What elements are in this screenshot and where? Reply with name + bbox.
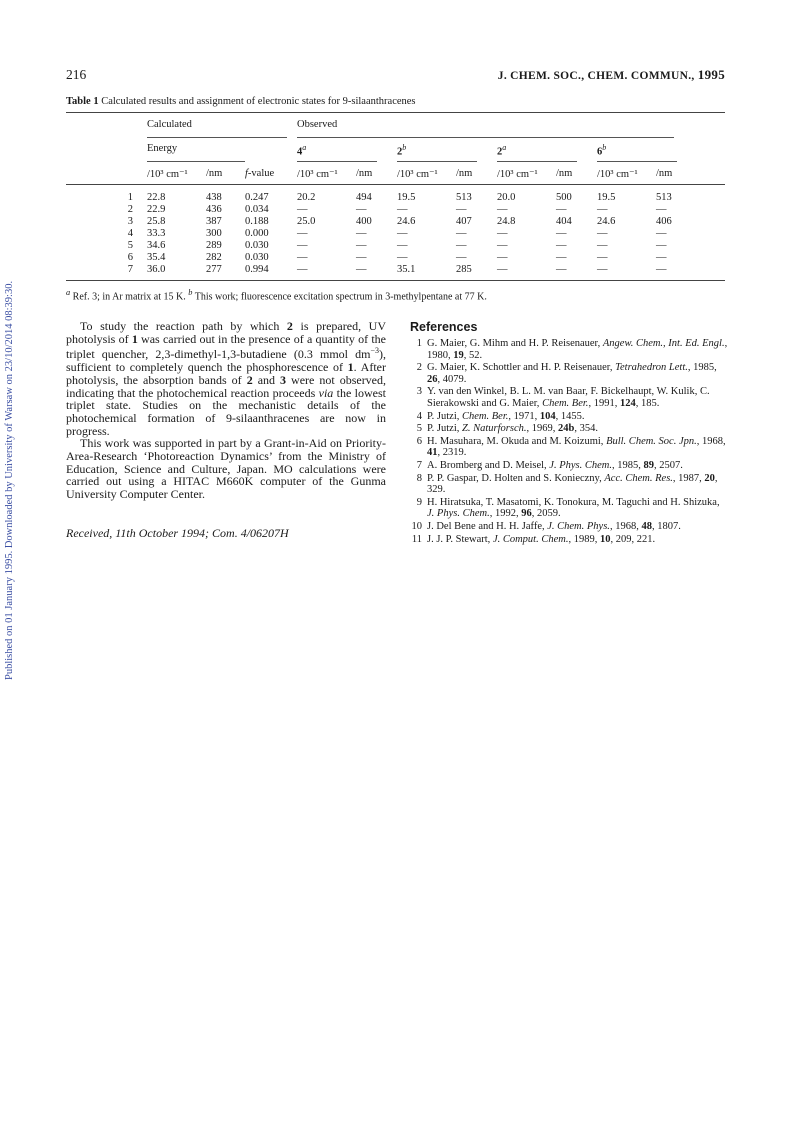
unit-header-8: /10³ cm⁻¹: [497, 169, 538, 180]
reference-item: [410, 497, 728, 520]
table-cell: —: [397, 228, 408, 239]
reference-8-part-4: , 329.: [427, 472, 718, 496]
table-cell: 24.6: [397, 216, 416, 227]
reference-10-part-2: , 1968,: [609, 520, 642, 532]
journal-name: J. CHEM. SOC., CHEM. COMMUN.,: [497, 70, 695, 82]
body-paragraph-1: [66, 320, 386, 437]
reference-2-part-0: G. Maier, K. Schottler and H. P. Reisenauer,: [427, 362, 616, 374]
compound-rule-3: [497, 161, 577, 162]
reference-2-part-4: , 4079.: [437, 373, 467, 385]
table-cell: 0.030: [245, 240, 269, 251]
reference-5-part-2: , 1969,: [526, 423, 558, 435]
table-cell: —: [497, 204, 508, 215]
reference-4-part-2: , 1971,: [508, 410, 540, 422]
table-cell: 282: [206, 252, 222, 263]
reference-8-part-3: 20: [704, 472, 715, 484]
body-text: [66, 320, 386, 501]
reference-1-part-4: , 52.: [463, 349, 483, 361]
table-cell: —: [597, 240, 608, 251]
table-cell: 0.247: [245, 192, 269, 203]
reference-number: 6: [416, 435, 422, 447]
reference-11-part-3: 10: [599, 533, 611, 545]
table-cell: 20.0: [497, 192, 516, 203]
reference-item: [410, 386, 728, 409]
table-cell: —: [597, 204, 608, 215]
reference-11-part-0: J. J. P. Stewart,: [427, 533, 493, 545]
reference-2-part-1: Tetrahedron Lett.: [615, 362, 688, 374]
reference-7-part-3: 89: [643, 459, 654, 471]
row-number: 4: [127, 228, 133, 239]
table-cell: 0.030: [245, 252, 269, 263]
reference-7-part-1: J. Phys. Chem.: [549, 459, 612, 471]
table-cell: 407: [456, 216, 472, 227]
unit-header-7: /nm: [456, 168, 473, 179]
table-cell: —: [297, 264, 308, 275]
row-number: 6: [127, 252, 133, 263]
running-head: [66, 67, 725, 85]
table-cell: 33.3: [147, 228, 166, 239]
paragraph-1-part-2: is prepared, UV photolysis of: [66, 319, 386, 346]
table-cell: 300: [206, 228, 222, 239]
reference-5-part-4: , 354.: [574, 423, 598, 435]
table-cell: —: [356, 240, 367, 251]
reference-10-part-0: J. Del Bene and H. H. Jaffe,: [427, 520, 548, 532]
table-cell: —: [397, 252, 408, 263]
reference-8-part-0: P. P. Gaspar, D. Holten and S. Konieczny,: [427, 472, 605, 484]
table-cell: 22.8: [147, 192, 166, 203]
paragraph-1-part-7: 1: [347, 360, 354, 375]
footnote-mark-b: b: [188, 288, 193, 297]
reference-3-part-0: Y. van den Winkel, B. L. M. van Baar, F. Bickelhaupt, W. Kulik, C. Sierakowski and G. Maier,: [427, 386, 710, 409]
header-observed: Observed: [297, 119, 338, 130]
table-cell: —: [597, 228, 608, 239]
unit-header-9: /nm: [556, 168, 573, 179]
reference-number: 9: [416, 496, 422, 508]
table-cell: 494: [356, 192, 372, 203]
compound-number: 4: [297, 146, 303, 158]
table-cell: —: [597, 252, 608, 263]
paragraph-1-part-0: To study the reaction path by which: [80, 319, 287, 333]
table-cell: —: [397, 204, 408, 215]
page-number: 216: [66, 67, 87, 82]
reference-11-part-2: , 1989,: [568, 533, 600, 545]
reference-number: 4: [416, 410, 422, 422]
reference-number: 10: [411, 520, 422, 532]
compound-header-2: [397, 143, 406, 158]
table-cell: 35.4: [147, 252, 166, 263]
reference-4-part-0: P. Jutzi,: [427, 410, 463, 422]
paragraph-1-part-6: ), sufficient to completely quench the phosphorescence of: [66, 347, 386, 375]
table-cell: —: [497, 228, 508, 239]
reference-8-part-1: Acc. Chem. Res.: [604, 472, 673, 484]
table-cell: —: [497, 240, 508, 251]
paragraph-1-part-4: was carried out in the presence of a quantity of the triplet quencher, 2,3-dimethyl-1,3-butadiene (0.3 mmol dm: [66, 331, 386, 362]
table-cell: —: [397, 240, 408, 251]
reference-10-part-1: J. Chem. Phys.: [547, 520, 610, 532]
table-cell: 0.188: [245, 216, 269, 227]
reference-item: [410, 534, 728, 546]
unit-header-6: /10³ cm⁻¹: [397, 169, 438, 180]
table-cell: —: [556, 228, 567, 239]
table-label: Table 1: [66, 96, 99, 107]
header-energy: Energy: [147, 143, 178, 154]
journal-title: [498, 67, 725, 83]
body-paragraph-2: This work was supported in part by a Grant-in-Aid on Priority-Area-Research ‘Photoreaction Dynamics’ from the Ministry of Education, Science and Culture, Japan. MO calculations were carried out using a HITAC M660K computer of the Gunma University Computer Center.: [66, 436, 386, 502]
table-header-rule: [66, 184, 725, 185]
paragraph-1-part-5: −3: [370, 346, 379, 356]
table-cell: —: [356, 264, 367, 275]
calculated-group-rule: [147, 137, 287, 138]
paragraph-1-part-10: and: [252, 372, 281, 387]
received-line: Received, 11th October 1994; Com. 4/06207H: [66, 526, 289, 540]
table-cell: 289: [206, 240, 222, 251]
footnote-a: Ref. 3; in Ar matrix at 15 K.: [72, 291, 186, 303]
table-caption: [66, 96, 416, 107]
unit-header-5: /nm: [356, 168, 373, 179]
table-cell: —: [356, 204, 367, 215]
reference-10-part-3: 48: [641, 520, 652, 532]
row-number: 3: [127, 216, 133, 227]
table-cell: 404: [556, 216, 572, 227]
table-cell: 35.1: [397, 264, 416, 275]
reference-4-part-4: , 1455.: [555, 410, 585, 422]
table-cell: —: [297, 228, 308, 239]
table-cell: 36.0: [147, 264, 166, 275]
table-cell: 277: [206, 264, 222, 275]
table-cell: 400: [356, 216, 372, 227]
reference-9-part-3: 96: [521, 508, 532, 520]
f-symbol: f: [245, 168, 248, 179]
table-cell: 0.000: [245, 228, 269, 239]
table-cell: —: [656, 252, 667, 263]
unit-header-2: /nm: [206, 168, 223, 179]
reference-5-part-0: P. Jutzi,: [427, 423, 463, 435]
table-cell: —: [656, 228, 667, 239]
table-cell: 24.8: [497, 216, 516, 227]
reference-6-part-3: 41: [427, 447, 438, 459]
paragraph-1-part-1: 2: [286, 319, 293, 333]
paragraph-1-part-14: the lowest triplet state. Studies on the mechanistic details of the photochemical formation of 9-silaanthracenes are now in progress.: [66, 385, 386, 438]
table-cell: —: [656, 264, 667, 275]
reference-1-part-3: 19: [453, 349, 464, 361]
table-cell: —: [356, 252, 367, 263]
compound-rule-2: [397, 161, 477, 162]
reference-9-part-1: J. Phys. Chem.: [427, 508, 490, 520]
compound-mark: a: [502, 143, 507, 152]
reference-6-part-4: , 2319.: [437, 447, 467, 459]
table-cell: 436: [206, 204, 222, 215]
unit-header-11: /nm: [656, 168, 673, 179]
table-cell: 25.8: [147, 216, 166, 227]
table-cell: 500: [556, 192, 572, 203]
compound-header-3: [497, 143, 506, 158]
table-cell: —: [456, 204, 467, 215]
table-cell: 438: [206, 192, 222, 203]
table-cell: —: [656, 204, 667, 215]
reference-9-part-4: , 2059.: [531, 508, 561, 520]
table-cell: 406: [656, 216, 672, 227]
header-calculated: Calculated: [147, 119, 192, 130]
table-cell: 19.5: [397, 192, 416, 203]
reference-7-part-2: , 1985,: [612, 459, 644, 471]
reference-3-part-1: Chem. Ber.: [542, 397, 589, 409]
compound-mark: b: [402, 143, 407, 152]
reference-item: [410, 338, 728, 361]
reference-1-part-2: , 1980,: [427, 338, 728, 361]
reference-10-part-4: , 1807.: [651, 520, 681, 532]
references-list: [410, 338, 728, 546]
compound-header-1: [297, 143, 306, 158]
table-cell: —: [556, 240, 567, 251]
reference-5-part-1: Z. Naturforsch.: [462, 423, 527, 435]
energy-rule: [147, 161, 245, 162]
observed-group-rule: [297, 137, 674, 138]
reference-4-part-3: 104: [539, 410, 556, 422]
provenance-note: [4, 230, 18, 680]
reference-9-part-0: H. Hiratsuka, T. Masatomi, K. Tonokura, M. Taguchi and H. Shizuka,: [427, 496, 720, 508]
table-cell: —: [456, 228, 467, 239]
table-cell: 22.9: [147, 204, 166, 215]
reference-number: 5: [416, 423, 422, 435]
table-cell: 387: [206, 216, 222, 227]
reference-9-part-2: , 1992,: [489, 508, 522, 520]
paragraph-1-part-8: . After photolysis, the absorption bands of: [66, 360, 386, 387]
row-number: 2: [127, 204, 133, 215]
compound-mark: a: [302, 143, 307, 152]
row-number: 5: [127, 240, 133, 251]
table-cell: —: [356, 228, 367, 239]
reference-1-part-1: Angew. Chem., Int. Ed. Engl.: [602, 338, 725, 349]
compound-rule-1: [297, 161, 377, 162]
reference-8-part-2: , 1987,: [672, 472, 705, 484]
reference-number: 11: [411, 533, 422, 545]
paragraph-1-part-13: via: [318, 385, 334, 400]
reference-6-part-2: , 1968,: [696, 435, 726, 447]
reference-item: [410, 362, 728, 385]
compound-header-4: [597, 143, 606, 158]
reference-number: 3: [416, 386, 422, 398]
table-caption-text: Calculated results and assignment of electronic states for 9-silaanthracenes: [101, 96, 416, 107]
table-cell: 19.5: [597, 192, 616, 203]
table-cell: —: [297, 252, 308, 263]
reference-number: 8: [416, 472, 422, 484]
journal-year: 1995: [697, 67, 725, 82]
paragraph-1-part-3: 1: [131, 331, 138, 346]
reference-item: [410, 473, 728, 496]
table-cell: 34.6: [147, 240, 166, 251]
reference-item: [410, 411, 728, 423]
reference-6-part-1: Bull. Chem. Soc. Jpn.: [606, 435, 697, 447]
table-cell: —: [297, 240, 308, 251]
table-cell: 513: [656, 192, 672, 203]
table-cell: —: [456, 240, 467, 251]
table-cell: —: [656, 240, 667, 251]
table-top-rule: [66, 112, 725, 113]
compound-mark: b: [602, 143, 607, 152]
references-heading: References: [410, 320, 478, 334]
reference-number: 1: [416, 338, 422, 349]
reference-number: 7: [416, 459, 422, 471]
provenance-note-text[interactable]: Published on 01 January 1995. Downloaded by University of Warsaw on 23/10/2014 08:39:30.: [4, 280, 15, 680]
table-bottom-rule: [66, 280, 725, 281]
unit-header-4: /10³ cm⁻¹: [297, 169, 338, 180]
table-cell: —: [597, 264, 608, 275]
reference-3-part-4: , 185.: [635, 397, 660, 409]
reference-number: 2: [416, 362, 422, 374]
reference-item: [410, 460, 728, 472]
reference-item: [410, 521, 728, 533]
table-cell: —: [497, 252, 508, 263]
paragraph-1-part-11: 3: [280, 372, 287, 387]
table-cell: —: [556, 264, 567, 275]
compound-rule-4: [597, 161, 677, 162]
table-cell: 20.2: [297, 192, 316, 203]
table-cell: —: [497, 264, 508, 275]
reference-3-part-3: 124: [619, 397, 636, 409]
table-footnote: [66, 288, 487, 302]
reference-1-part-0: G. Maier, G. Mihm and H. P. Reisenauer,: [427, 338, 603, 349]
reference-item: [410, 423, 728, 435]
table-cell: 25.0: [297, 216, 316, 227]
table-cell: 285: [456, 264, 472, 275]
reference-item: [410, 436, 728, 459]
paragraph-1-part-9: 2: [246, 372, 253, 387]
reference-11-part-1: J. Comput. Chem.: [492, 533, 569, 545]
compound-number: 2: [497, 146, 503, 158]
row-number: 1: [127, 192, 133, 203]
reference-11-part-4: , 209, 221.: [610, 533, 656, 545]
reference-6-part-0: H. Masuhara, M. Okuda and M. Koizumi,: [427, 435, 607, 447]
reference-3-part-2: , 1991,: [588, 397, 620, 409]
reference-2-part-3: 26: [427, 373, 438, 385]
reference-5-part-3: 24b: [558, 423, 575, 435]
unit-header-3: f-value: [245, 168, 275, 179]
row-number: 7: [127, 264, 133, 275]
table-cell: 0.994: [245, 264, 269, 275]
compound-number: 2: [397, 146, 403, 158]
reference-4-part-1: Chem. Ber.: [462, 410, 509, 422]
table-cell: 513: [456, 192, 472, 203]
table-cell: 0.034: [245, 204, 269, 215]
footnote-mark-a: a: [66, 288, 71, 297]
reference-2-part-2: , 1985,: [687, 362, 717, 374]
paragraph-1-part-12: were not observed, indicating that the photochemical reaction proceeds: [66, 372, 387, 400]
compound-number: 6: [597, 146, 603, 158]
reference-7-part-0: A. Bromberg and D. Meisel,: [427, 459, 550, 471]
table-cell: —: [297, 204, 308, 215]
table-cell: 24.6: [597, 216, 616, 227]
table-cell: —: [456, 252, 467, 263]
table-cell: —: [556, 252, 567, 263]
unit-header-10: /10³ cm⁻¹: [597, 169, 638, 180]
reference-7-part-4: , 2507.: [654, 459, 683, 471]
footnote-b: This work; fluorescence excitation spectrum in 3-methylpentane at 77 K.: [194, 291, 487, 303]
unit-header-1: /10³ cm⁻¹: [147, 169, 188, 180]
table-cell: —: [556, 204, 567, 215]
